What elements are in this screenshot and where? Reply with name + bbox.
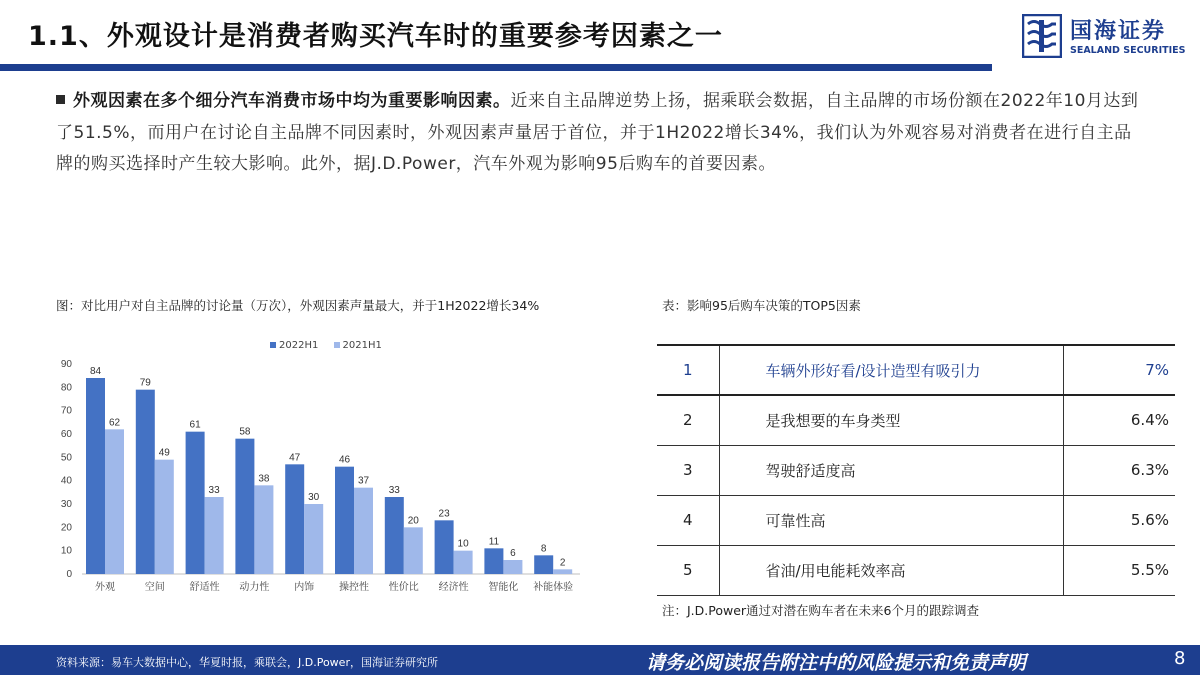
source-note: 资料来源：易车大数据中心，华夏时报，乘联会，J.D.Power，国海证券研究所 <box>56 656 438 669</box>
table-row <box>657 445 1175 495</box>
y-tick-label: 90 <box>60 359 72 370</box>
table-cell-factor: 驾驶舒适度高 <box>719 445 1063 495</box>
x-tick-label: 外观 <box>95 582 115 593</box>
bar-2022h1 <box>136 390 155 574</box>
y-tick-label: 30 <box>60 499 72 510</box>
top5-factors-table <box>657 344 1175 596</box>
y-tick-label: 70 <box>60 405 72 417</box>
chart-caption: 图：对比用户对自主品牌的讨论量（万次），外观因素声量最大，并于1H2022增长34% <box>56 298 540 313</box>
bar-2022h1 <box>285 464 304 574</box>
data-label: 30 <box>308 492 320 503</box>
chart-plot <box>52 330 592 600</box>
bar-2022h1 <box>385 497 404 574</box>
bar-2022h1 <box>484 548 503 574</box>
data-label: 49 <box>158 447 170 459</box>
legend-label-2021h1: 2021H1 <box>342 340 382 351</box>
table-cell-rank: 5 <box>657 545 719 595</box>
logo-text-en: SEALAND SECURITIES <box>1070 45 1186 56</box>
legend-swatch-2021h1 <box>334 342 340 348</box>
data-label: 38 <box>258 473 270 485</box>
legend-swatch-2022h1 <box>270 342 276 348</box>
data-label: 11 <box>488 536 500 548</box>
y-tick-label: 80 <box>60 382 72 394</box>
data-label: 20 <box>407 515 419 527</box>
page-number: 8 <box>1174 648 1186 669</box>
data-label: 33 <box>208 485 220 496</box>
logo-mark-icon <box>1022 14 1062 58</box>
bar-2021h1 <box>503 560 522 574</box>
x-tick-label: 经济性 <box>438 582 469 593</box>
x-tick-label: 性价比 <box>388 582 419 593</box>
footer-bar <box>0 645 1200 675</box>
bar-2021h1 <box>553 569 572 574</box>
paragraph-body: 近来自主品牌逆势上扬，据乘联会数据，自主品牌的市场份额在2022年10月达到了51.5%，而用户在讨论自主品牌不同因素时，外观因素声量居于首位，并于1H2022增长34%，我们认为外观容易对消费者在进行自主品牌的购买选择时产生较大影响。此外，据J.D.Power，汽车外观为影响95后购车的首要因素。 <box>56 91 1139 174</box>
body-paragraph <box>56 86 1146 181</box>
table-cell-rank: 2 <box>657 395 719 445</box>
data-label: 47 <box>289 452 301 464</box>
x-tick-label: 内饰 <box>294 582 315 593</box>
y-tick-label: 20 <box>60 522 72 534</box>
table-cell-rank: 1 <box>657 345 719 395</box>
bar-2021h1 <box>105 429 124 574</box>
y-tick-label: 60 <box>60 429 72 440</box>
bar-2022h1 <box>186 432 205 574</box>
bar-2022h1 <box>435 520 454 574</box>
data-label: 33 <box>388 485 400 496</box>
data-label: 8 <box>540 543 547 555</box>
chart-legend <box>270 340 394 351</box>
paragraph-lead: 外观因素在多个细分汽车消费市场中均为重要影响因素。 <box>73 91 511 111</box>
table-caption: 表：影响95后购车决策的TOP5因素 <box>662 298 861 313</box>
data-label: 58 <box>239 426 251 438</box>
bar-2022h1 <box>534 555 553 574</box>
bar-2021h1 <box>304 504 323 574</box>
table-row <box>657 495 1175 545</box>
data-label: 62 <box>108 417 121 429</box>
x-tick-label: 空间 <box>144 582 165 593</box>
x-tick-label: 补能体验 <box>533 582 574 593</box>
bar-2022h1 <box>235 439 254 574</box>
legend-item-2022h1 <box>270 340 318 351</box>
page-title: 1.1、外观设计是消费者购买汽车时的重要参考因素之一 <box>28 21 723 52</box>
x-tick-label: 操控性 <box>339 582 369 593</box>
data-label: 84 <box>89 366 102 377</box>
bar-2021h1 <box>354 488 373 574</box>
logo-text-cn: 国海证券 <box>1070 19 1167 44</box>
table-cell-factor: 省油/用电能耗效率高 <box>719 545 1063 595</box>
table-note: 注：J.D.Power通过对潜在购车者在未来6个月的跟踪调查 <box>662 603 980 618</box>
table-row <box>657 395 1175 445</box>
x-tick-label: 舒适性 <box>189 582 220 593</box>
y-tick-label: 10 <box>60 545 72 557</box>
table-cell-rank: 3 <box>657 445 719 495</box>
data-label: 10 <box>457 538 469 550</box>
y-tick-label: 0 <box>66 569 72 580</box>
table-cell-rank: 4 <box>657 495 719 545</box>
legend-label-2022h1: 2022H1 <box>279 340 319 351</box>
data-label: 6 <box>510 548 516 559</box>
y-tick-label: 50 <box>60 452 72 464</box>
table-cell-factor: 车辆外形好看/设计造型有吸引力 <box>719 345 1063 395</box>
bar-2021h1 <box>254 485 273 574</box>
x-tick-label: 智能化 <box>488 582 519 593</box>
table-cell-factor: 可靠性高 <box>719 495 1063 545</box>
table-cell-percent: 6.3% <box>1063 445 1175 495</box>
header <box>0 0 1200 70</box>
y-tick-label: 40 <box>60 475 72 487</box>
bar-2021h1 <box>155 460 174 574</box>
bar-2021h1 <box>404 527 423 574</box>
title-rule <box>0 64 992 71</box>
data-label: 37 <box>357 475 370 487</box>
table-cell-factor: 是我想要的车身类型 <box>719 395 1063 445</box>
data-label: 23 <box>438 508 450 520</box>
x-tick-label: 动力性 <box>239 582 270 593</box>
table-cell-percent: 6.4% <box>1063 395 1175 445</box>
table-cell-percent: 5.5% <box>1063 545 1175 595</box>
bar-2022h1 <box>86 378 105 574</box>
table-row <box>657 545 1175 595</box>
disclaimer-banner: 请务必阅读报告附注中的风险提示和免责声明 <box>646 652 1027 674</box>
bar-chart <box>52 330 592 600</box>
data-label: 79 <box>139 377 151 389</box>
data-label: 61 <box>189 419 201 431</box>
bar-2022h1 <box>335 467 354 574</box>
legend-item-2021h1 <box>334 340 382 351</box>
company-logo <box>1022 12 1192 62</box>
table-cell-percent: 7% <box>1063 345 1175 395</box>
table-cell-percent: 5.6% <box>1063 495 1175 545</box>
square-bullet-icon <box>56 95 65 104</box>
data-label: 2 <box>559 557 566 569</box>
data-label: 46 <box>338 454 351 466</box>
bar-2021h1 <box>454 551 473 574</box>
table-row <box>657 345 1175 395</box>
bar-2021h1 <box>205 497 224 574</box>
